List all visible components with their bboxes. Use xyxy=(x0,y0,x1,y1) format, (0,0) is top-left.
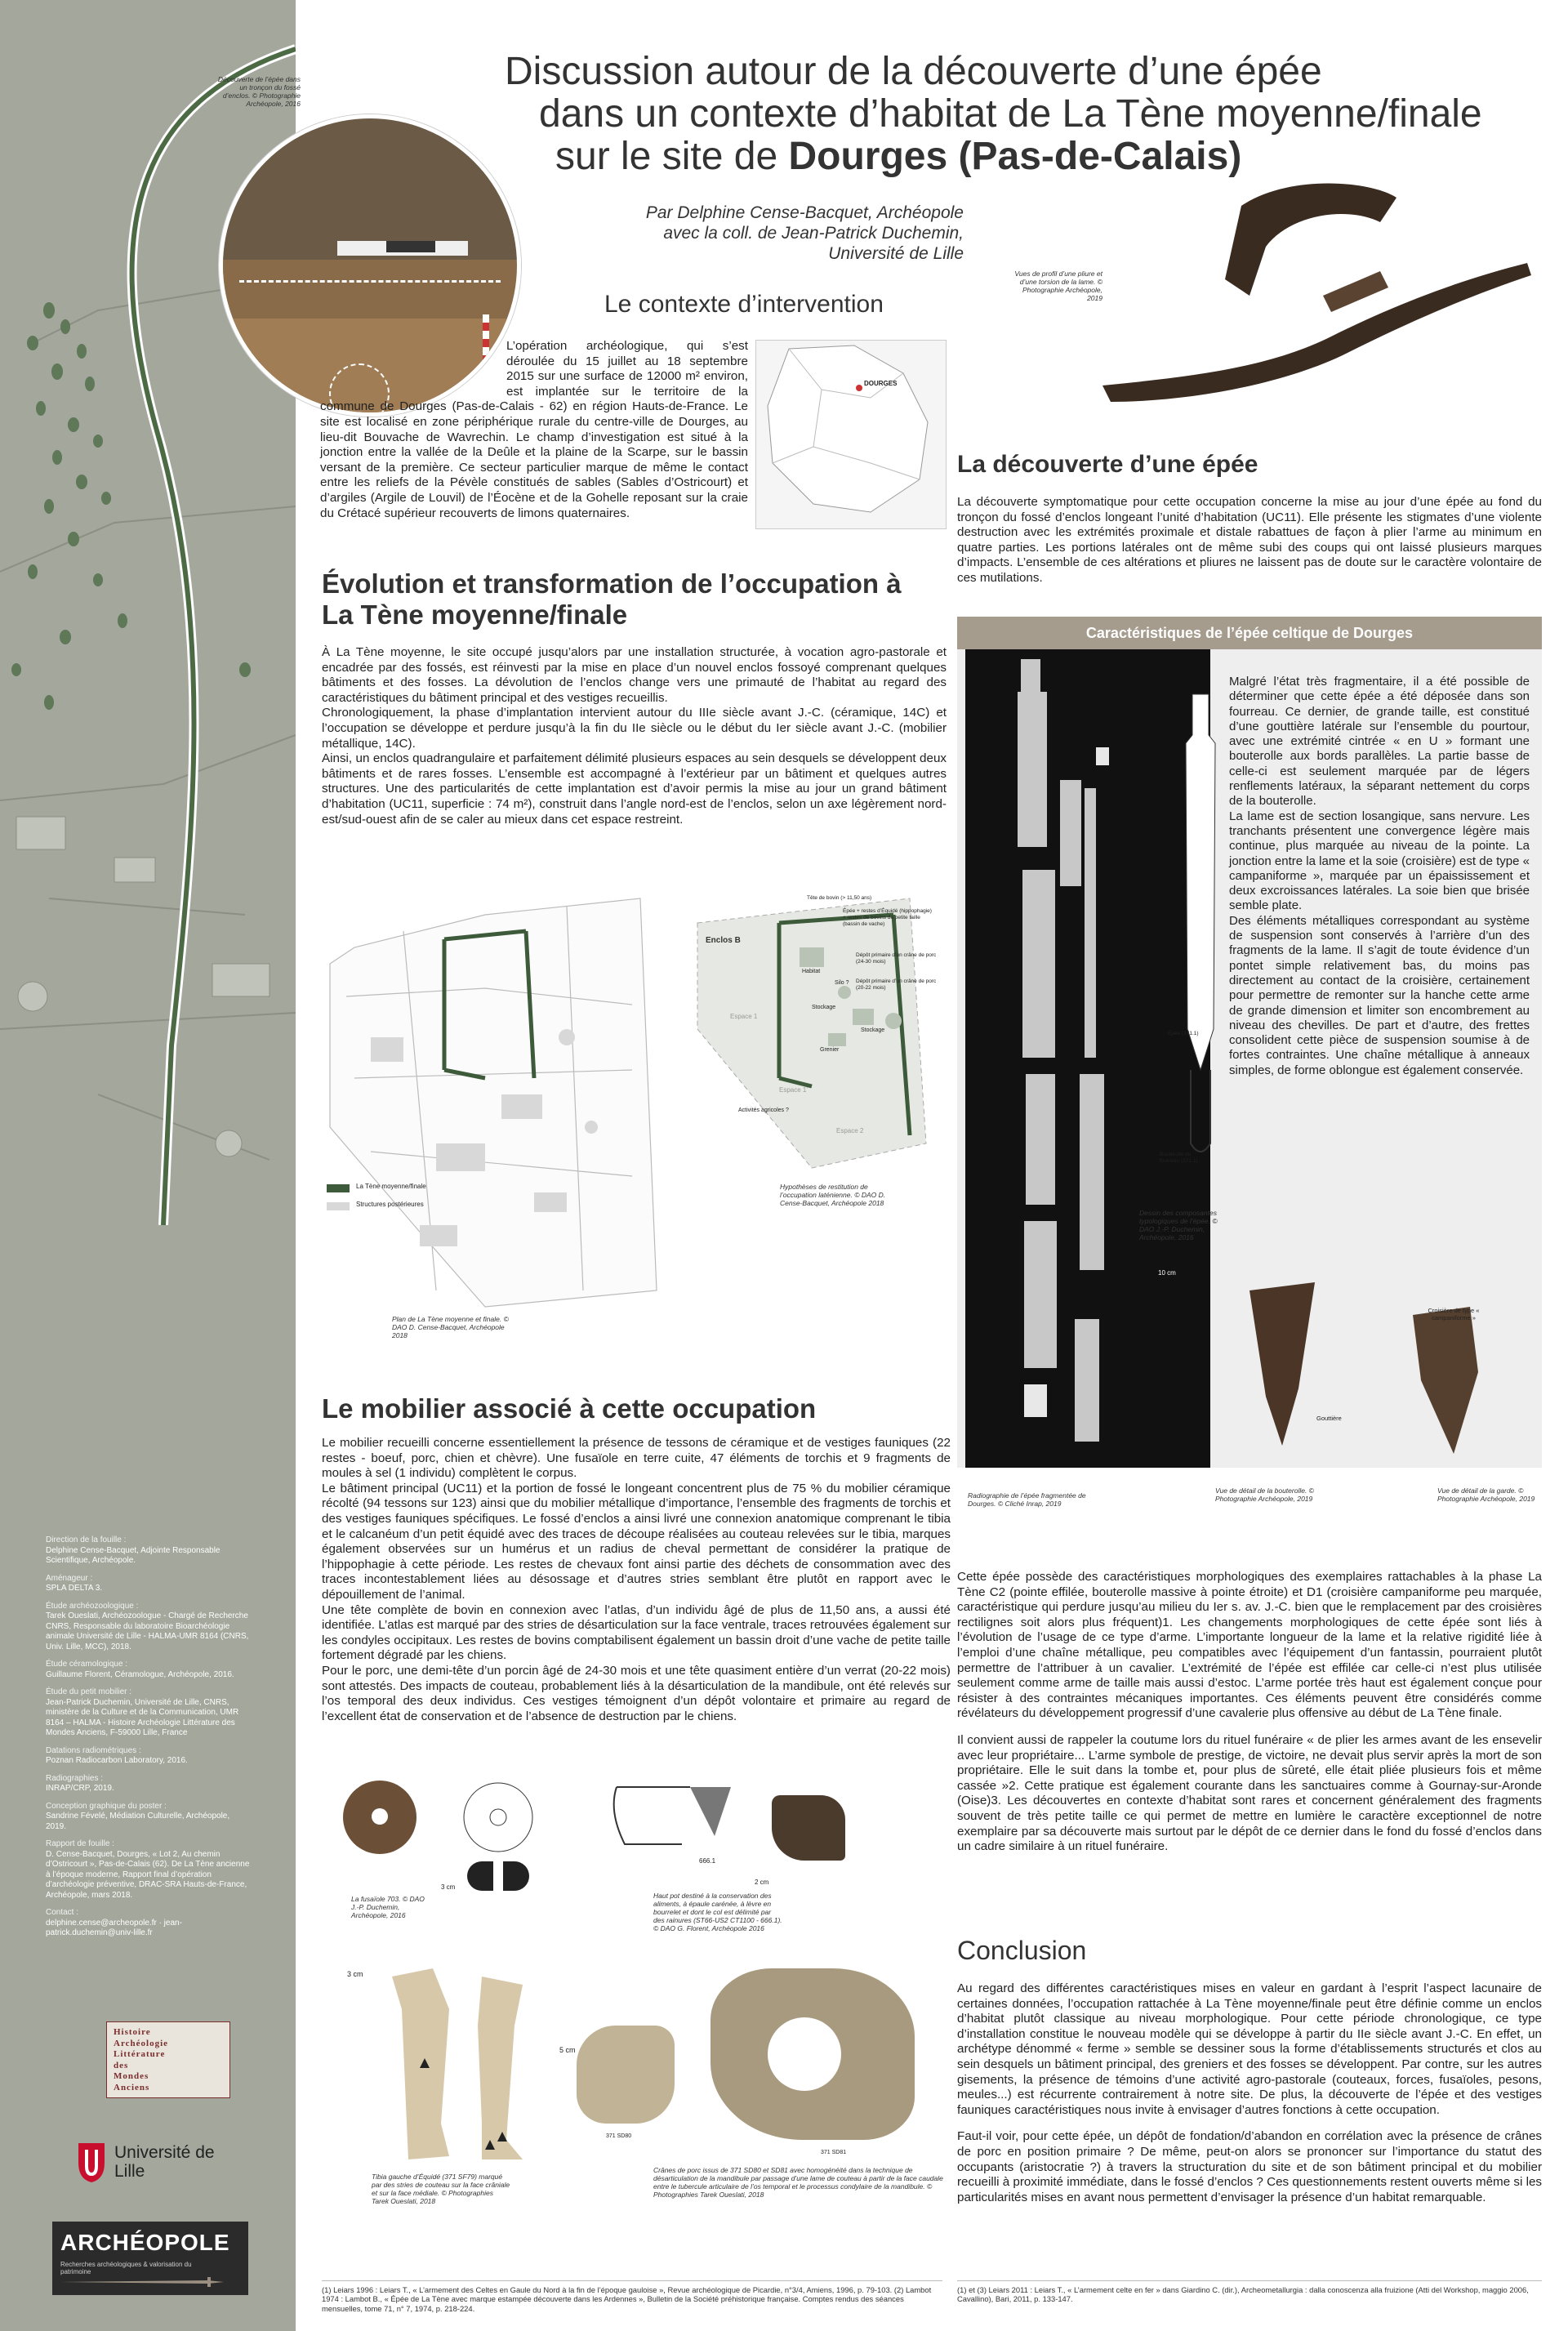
plan-legend-a: La Tène moyenne/finale xyxy=(356,1183,426,1190)
carac-p2: La lame est de section losangique, sans nervure. Les tranchants présentent une convergence légère mais continue, plus marquée au niveau de la pointe. La jonction entre la lame et la soie (croisière) est de type « campaniforme », marquée par un épaississement et deux excroissances latérales. La soie bien que brisée semble plate. xyxy=(1229,809,1530,913)
crania-caption: Crânes de porc issus de 371 SD80 et SD81 avec homogénéité dans la technique de désarticulation de la mandibule par passage d’une lame de couteau à partir de la face caudale entre le tubercule articulaire de l’os temporal et le processus condylaire de la mandibule. © Photographies Tarek Oueslati, 2018 xyxy=(653,2166,943,2199)
plan-label: Stockage xyxy=(861,1027,885,1033)
radiograph-graphic xyxy=(965,649,1210,1468)
scale-label: 3 cm xyxy=(347,1970,363,1978)
author-line-3: Université de Lille xyxy=(828,244,964,263)
halma-word: Anciens xyxy=(114,2082,150,2093)
credit-text: D. Cense-Bacquet, Dourges, « Lot 2, Au chemin d’Ostricourt », Pas-de-Calais (62). De La Tène ancienne à l’époque moderne, Rapport final d’opération d’archéologie préventive, DRAC-SRA Hauts-de-France, Archéopole, mars 2018. xyxy=(46,1849,250,1900)
caracteristiques-banner: Caractéristiques de l’épée celtique de Dourges xyxy=(957,617,1542,649)
credit-item xyxy=(46,1746,250,1767)
conclusion-heading: Conclusion xyxy=(957,1936,1087,1965)
title-line-1: Discussion autour de la découverte d’une épée xyxy=(505,50,1322,93)
title-line-3: sur le site de xyxy=(555,135,778,178)
credit-text: INRAP/CRP, 2019. xyxy=(46,1784,114,1793)
archeopole-tagline: Recherches archéologiques & valorisation du patrimoine xyxy=(60,2261,192,2275)
label-bouterolle: Bouterolle du fourreau (371.1) xyxy=(1160,1152,1198,1164)
scale-label: 5 cm xyxy=(559,2046,576,2054)
halma-word: Mondes xyxy=(114,2071,149,2082)
tibia-photo xyxy=(359,1960,555,2164)
sword-profile-caption: Vues de profil d’une pliure et d’une torsion de la lame. © Photographie Archéopole, 2019 xyxy=(1014,270,1102,302)
credit-item xyxy=(46,1687,250,1739)
halma-word: Archéologie xyxy=(114,2038,169,2048)
scale-label: 2 cm xyxy=(755,1879,769,1886)
location-map-graphic xyxy=(756,341,946,528)
conclusion-p1: Au regard des différentes caractéristiques mises en valeur en gardant à l’esprit l’aspect lacunaire de certaines données, l’occupation rattachée à La Tène moyenne/finale peut être définie comme un enclos d’habitat plutôt classique au niveau morphologique. Pour cette période chronologique, ce type d’installation constitue le nouveau modèle qui se développe à partir du IIe siècle avant J.-C. En effet, un archétype dénommé « ferme » semble se dessiner sous la forme d’établissements structurés et clos au sein desquels un bâtiment principal, des greniers et des fosses se développent. Par contre, sur les autres gisements, la présence de témoins d’une activité agro-pastorale (couteaux, forces, fusaïoles, pesons, meules...) est récurrente contrairement à notre site. De plus, la découverte de l’épée et des vestiges fauniques caractéristiques nous invite à envisager d’autres fonctions à cette occupation. xyxy=(957,1981,1542,2117)
plan-label: Stockage xyxy=(812,1005,836,1010)
fusaiole-caption: La fusaïole 703. © DAO J.-P. Duchemin, Archéopole, 2016 xyxy=(351,1895,425,1919)
plan-label: Dépôt primaire d’un crâne de porc (20-22 mois) xyxy=(856,978,937,991)
title-line-2: dans un contexte d’habitat de La Tène moyenne/finale xyxy=(539,92,1482,136)
pot-number: 666.1 xyxy=(699,1857,716,1865)
bone-label: 371 SD80 xyxy=(606,2133,632,2139)
plan-right-caption: Hypothèses de restitution de l’occupation laténienne. © DAO D. Cense-Bacquet, Archéopole 2018 xyxy=(780,1183,886,1207)
fusaiole-drawing xyxy=(457,1776,539,1899)
conclusion-text xyxy=(957,1981,1542,2205)
decouverte-heading: La découverte d’une épée xyxy=(957,451,1258,478)
credit-heading: Étude du petit mobilier : xyxy=(46,1687,132,1696)
credit-heading: Rapport de fouille : xyxy=(46,1839,114,1848)
plan-legend-b: Structures postérieures xyxy=(356,1201,424,1208)
credit-heading: Direction de la fouille : xyxy=(46,1535,127,1544)
plan-label: Espace 2 xyxy=(836,1127,864,1134)
carac-p3: Des éléments métalliques correspondant au système de suspension sont conservés à l’arrière d’un des fragments de la lame. Il s’agit de toute évidence d’un pontet simple relativement bas, du moins pas directement au contact de la croisière, certainement pour permettre de remonter sur la hanche cette arme de grande dimension et limiter son encombrement au niveau des chevilles. De part et d’autre, des frettes consolident cette pièce de suspension soumise à de fortes contraintes. Une chaîne métallique à anneaux simples, de forme oblongue est également conservée. xyxy=(1229,913,1530,1077)
mobilier-p3: Une tête complète de bovin en connexion avec l’atlas, d’un individu âgé de plus de 11,50 ans, a aussi été identifiée. L’atlas est marqué par des stries de désarticulation sur la face ventrale, traces retrouvées également sur les condyles occipitaux. Les restes de bovins comptabilisent également un bassin droit d’une vache de petite taille fortement dégradé par les chiens. xyxy=(322,1602,951,1663)
credit-heading: Étude céramologique : xyxy=(46,1660,128,1669)
poster-title xyxy=(441,50,1482,178)
author-line-2: avec la coll. de Jean-Patrick Duchemin, xyxy=(663,224,964,243)
plan-label: Espace 1 xyxy=(730,1013,758,1020)
contexte-paragraph: L’opération archéologique, qui s’est déroulée du 15 juillet au 18 septembre 2015 sur une surface de 12000 m² environ, est implantée sur le territoire de la commune de Dourges (Pas-de-Calais - 62) en région Hauts-de-France. Le site est localisé en zone périphérique rurale du centre-ville de Dourges, au lieu-dit Bouvache de Wavrechin. Le champ d’investigation est situé à la jonction entre la vallée de la Deûle et la plaine de la Scarpe, sur le bassin versant de la première. Ce secteur particulier marque de même le contact entre les reliefs de la Pévèle constitués de sables (Sables d’Ostricourt) et d’argiles (Argile de Louvil) de l’Éocène et de la Gohelle reposant sur la craie du Crétacé supérieur recouverts de limons quaternaires. xyxy=(320,339,748,520)
plan-label: Espace 1’ xyxy=(779,1086,808,1094)
typologie-p2: Il convient aussi de rappeler la coutume lors du rituel funéraire « de plier les armes avant de les ensevelir avec leur propriétaire... L’arme symbole de prestige, de victoire, ne devait plus servir après la mort de son propriétaire. Elle le suit dans la tombe et, pour plus de sûreté, elle était pliée plusieurs fois et même cassée »2. Cette pratique est également courante dans les sanctuaires comme à Gournay-sur-Aronde (Oise)3. Les découvertes en contexte d’habitat sont rares et concernent généralement des fragments souvent de très petite taille ce qui permet de mettre en lumière le caractère exceptionnel de notre exemplaire par sa découverte mais surtout par le dépôt de ce dernier dans le fond du fossé d’enclos dans un cadre similaire à un rituel funéraire. xyxy=(957,1732,1542,1854)
credit-heading: Aménageur : xyxy=(46,1573,93,1583)
credit-text: Delphine Cense-Bacquet, Adjointe Responsable Scientifique, Archéopole. xyxy=(46,1545,220,1565)
credit-text: Guillaume Florent, Céramologue, Archéopole, 2016. xyxy=(46,1669,234,1679)
title-place: Dourges (Pas-de-Calais) xyxy=(788,135,1242,178)
univ-lille-logo xyxy=(75,2138,238,2184)
site-plans-graphic xyxy=(322,882,942,1323)
pot-caption: Haut pot destiné à la conservation des aliments, à épaule carénée, à lèvre en bourrelet et dont le col est délimité par des rainures (ST66-US2 CT1100 - 666.1). © DAO G. Florent, Archéopole 2016 xyxy=(653,1892,782,1932)
plan-label: Dépôt primaire d’un crâne de porc (24-30 mois) xyxy=(856,952,937,965)
plan-label: Habitat xyxy=(802,969,821,974)
halma-word: Littérature xyxy=(114,2049,166,2060)
plan-label: Tête de bovin (> 11,50 ans) xyxy=(807,895,872,901)
credits-block xyxy=(46,1535,250,1946)
plan-label: Grenier xyxy=(820,1047,840,1053)
credit-heading: Conception graphique du poster : xyxy=(46,1801,167,1811)
halma-word: Histoire xyxy=(114,2027,151,2037)
credit-text: Poznan Radiocarbon Laboratory, 2016. xyxy=(46,1756,188,1765)
credit-item xyxy=(46,1802,250,1833)
evolution-p2: Chronologiquement, la phase d’implantation intervient autour du IIIe siècle avant J.-C. (céramique, 14C) et l’occupation se développe et perdure jusqu’à la fin du IIe siècle ou le début du Ier siècle avant J.-C. (mobilier métallique, 14C). xyxy=(322,706,947,751)
label-epee: Épée (371.1) xyxy=(1168,1031,1199,1036)
detail-photos xyxy=(1225,1274,1535,1470)
author-line-1: Par Delphine Cense-Bacquet, Archéopole xyxy=(645,203,964,222)
pot-sherd-photo xyxy=(772,1795,845,1861)
credit-heading: Datations radiométriques : xyxy=(46,1745,141,1755)
carac-p1: Malgré l’état très fragmentaire, il a été possible de déterminer que cette épée a été déposée dans son fourreau. Ce dernier, de grande taille, est constitué d’une gouttière latérale sur l’ensemble du pourtour, avec une extrémité cintrée « en U » formant une bouterolle aux bords parallèles. La partie basse de celle-ci est seulement marquée par de légers renflements latéraux, la séparant nettement du corps de la bouterolle. xyxy=(1229,675,1530,809)
evolution-heading: Évolution et transformation de l’occupation à La Tène moyenne/finale xyxy=(322,568,902,630)
plan-label: Enclos B xyxy=(706,936,741,945)
contexte-text xyxy=(320,339,748,568)
label-gouttiere: Gouttière xyxy=(1316,1415,1342,1422)
section-photo-caption: Découverte de l’épée dans un tronçon du fossé d’enclos. © Photographie Archéopole, 2016 xyxy=(217,75,301,108)
plan-label: Épée + restes d’Équidé (hippophagie) + restes de bovins de petite taille (bassin de vache) xyxy=(843,908,932,927)
univ-lille-icon xyxy=(75,2138,108,2184)
univ-lille-label: Université de Lille xyxy=(114,2143,215,2181)
credit-item xyxy=(46,1908,250,1939)
evolution-text xyxy=(322,645,947,827)
credit-heading: Radiographies : xyxy=(46,1773,104,1783)
credit-text: delphine.cense@archeopole.fr · jean-patrick.duchemin@univ-lille.fr xyxy=(46,1918,182,1937)
mobilier-p2: Le bâtiment principal (UC11) et la portion de fossé le longeant concentrent plus de 75 % du mobilier céramique récolté (94 tessons sur 123) ainsi que du mobilier métallique d’importance, l’ensemble des fragments de torchis et des vestiges fauniques spécifiques. Le fossé d’enclos a ainsi livré une connexion anatomique comprenant le tibia et le calcanéum d’un petit équidé avec des traces de découpe réalisées au couteau relevées sur le tibia, marques également observées sur un humérus et un radius de cheval permettant de considérer la pratique de l’hippophagie à cette période. Les restes de chevaux font ainsi partie des déchets de consommation avec des traces incontestablement liées au désossage et d’autres stries semblant être plutôt en rapport avec le dépouillement de l’animal. xyxy=(322,1481,951,1602)
footnotes-left: (1) Leiars 1996 : Leiars T., « L’armement des Celtes en Gaule du Nord à la fin de l’époque gauloise », Revue archéologique de Picardie, n°3/4, Amiens, 1996, p. 79-103. (2) Lambot 1974 : Lambot B., « Épée de La Tène avec marque estampée découverte dans les Ardennes », Bulletin de la Société préhistorique française. Comptes rendus des séances mensuelles, tome 71, n° 7, 1974, p. 218-224. xyxy=(322,2285,932,2313)
mobilier-text xyxy=(322,1436,951,1724)
contexte-heading: Le contexte d’intervention xyxy=(604,291,884,318)
bone-label: 371 SD81 xyxy=(821,2150,847,2155)
pig-skull-photo-b xyxy=(710,1968,915,2140)
mobilier-heading: Le mobilier associé à cette occupation xyxy=(322,1393,817,1424)
sword-drawing xyxy=(1176,686,1233,1176)
radiograph xyxy=(965,649,1210,1468)
archeopole-wordmark: ARCHÉOPOLE xyxy=(60,2230,230,2255)
tibia-caption: Tibia gauche d’Équidé (371 SF79) marqué par des stries de couteau sur la face crâniale et sur la face médiale. © Photographies Tarek Oueslati, 2018 xyxy=(372,2173,510,2205)
credit-item xyxy=(46,1839,250,1901)
bent-sword-photo xyxy=(1086,173,1544,418)
credit-item xyxy=(46,1774,250,1794)
credit-text: Sandrine Févelé, Médiation Culturelle, Archéopole, 2019. xyxy=(46,1812,230,1831)
halma-word: des xyxy=(114,2060,129,2070)
typologie-text xyxy=(957,1570,1542,1855)
credit-heading: Contact : xyxy=(46,1908,79,1917)
sword-icon xyxy=(60,2274,240,2290)
credit-text: Tarek Oueslati, Archéozoologue - Chargé de Recherche CNRS, Responsable du laboratoire Bioarchéologie animale Université de Lille - HALMA-UMR 8164 (CNRS, Univ. Lille, MCC), 2018. xyxy=(46,1611,249,1651)
mobilier-p1: Le mobilier recueilli concerne essentiellement la présence de tessons de céramique et de vestiges fauniques (22 restes - boeuf, porc, chien et chèvre). Une fusaïole en terre cuite, 47 éléments de torchis et 9 fragments de moules à sel (1 individu) complètent le corpus. xyxy=(322,1436,951,1481)
archeopole-logo xyxy=(52,2222,248,2295)
site-plans xyxy=(322,882,942,1323)
plan-left-caption: Plan de La Tène moyenne et finale. © DAO D. Cense-Bacquet, Archéopole 2018 xyxy=(392,1315,509,1339)
scale-10cm: 10 cm xyxy=(1158,1269,1176,1277)
location-map xyxy=(755,340,947,529)
authors xyxy=(457,203,964,264)
conclusion-p2: Faut-il voir, pour cette épée, un dépôt de fondation/d’abandon en corrélation avec la présence de crânes de porc en position primaire ? De même, peut-on alors se prononcer sur l’importance du statut des occupants (aristocratie ?) à travers la structuration du site et de son bâtiment principal et du mobilier recueilli à proximité immédiate, dans le fossé d’enclos ? Ces questionnements restent ouverts même si les particularités mises en avant nous permettent d’envisager la présence d’un habitat remarquable. xyxy=(957,2129,1542,2204)
credit-text: SPLA DELTA 3. xyxy=(46,1584,103,1593)
pot-drawing xyxy=(600,1779,739,1869)
caracteristiques-text xyxy=(1229,675,1530,1078)
credit-item xyxy=(46,1574,250,1594)
map-town-label: DOURGES xyxy=(864,380,898,387)
credit-item xyxy=(46,1535,250,1567)
evolution-p1: À La Tène moyenne, le site occupé jusqu’alors par une installation structurée, à vocation agro-pastorale et encadrée par des fossés, est réinvesti par la mise en place d’un nouvel enclos fossoyé comprenant quelques bâtiments et des fosses. La dévolution de l’enclos change vers une primauté de l’habitat au regard des caractéristiques du bâtiment principal et des vestiges recueillis. xyxy=(322,645,947,705)
credit-heading: Étude archéozoologique : xyxy=(46,1601,139,1611)
label-croisiere: Croisière de type « campaniforme » xyxy=(1428,1307,1480,1321)
plan-label: Silo ? xyxy=(835,980,849,986)
scale-label: 3 cm xyxy=(441,1883,456,1891)
halma-logo xyxy=(106,2021,230,2098)
evolution-p3: Ainsi, un enclos quadrangulaire et parfaitement délimité plusieurs espaces au sein desquels se développent deux bâtiments et de rares fosses. L’ensemble est accompagné à l’extérieur par un bâtiment et quelques autres structures. Une des particularités de cette implantation est d’avoir permis la mise au jour un grand bâtiment d’habitation (UC11, superficie : 74 m²), construit dans l’angle nord-est de l’enclos, selon un axe légèrement nord-est/sud-ouest afin de se caler au mieux dans cet espace restreint. xyxy=(322,751,947,827)
credit-item xyxy=(46,1602,250,1653)
credit-text: Jean-Patrick Duchemin, Université de Lille, CNRS, ministère de la Culture et de la Communication, UMR 8164 – HALMA - Histoire Archéologie Littérature des Mondes Anciens, F-59000 Lille, France xyxy=(46,1697,239,1737)
credit-item xyxy=(46,1660,250,1680)
mobilier-p4: Pour le porc, une demi-tête d’un porcin âgé de 24-30 mois et une tête quasiment entière d’un verrat (20-22 mois) sont attestés. Des impacts de couteau, probablement liés à la désarticulation de la mandibule, ont été relevés sur l’os temporal des deux individus. Ces vestiges témoignent d’un dépôt volontaire et primaire au regard de l’excellent état de conservation et de l’absence de destruction par le chiens. xyxy=(322,1663,951,1723)
radiograph-caption: Radiographie de l’épée fragmentée de Dourges. © Cliché Inrap, 2019 xyxy=(968,1491,1086,1508)
decouverte-text: La découverte symptomatique pour cette occupation concerne la mise au jour d’une épée au fond du tronçon du fossé d’enclos longeant l’unité d’habitation (UC11). Elle présente les stigmates d’une violente destruction avec les extrémités proximale et distale rabattues de façon à plier l’arme au minimum en quatre parties. Les portions latérales ont de même subi des coups qui ont laissé plusieurs marques d’impacts. L’ensemble de ces altérations et pliures ne laissent pas de doute sur le caractère volontaire de ces mutilations. xyxy=(957,495,1542,585)
footnotes-right: (1) et (3) Leiars 2011 : Leiars T., « L’armement celte en fer » dans Giardino C. (dir.), Archeometallurgia : dalla conoscenza alla fruizione (Atti del Workshop, maggio 2006, Cavallino), Bari, 2011, p. 133-147. xyxy=(957,2285,1529,2304)
plan-label: Activités agricoles ? xyxy=(738,1108,789,1113)
typologie-p1: Cette épée possède des caractéristiques morphologiques des exemplaires rattachables à la phase La Tène C2 (pointe effilée, bouterolle massive à pointe étroite) et D1 (croisière campaniforme peu marquée, caractéristique qui perdure jusqu’au milieu du Ier s. av. J.-C. bien que le remplacement par des croisières rectilignes soit alors plus fréquent)1. Les changements morphologiques de cette épée sont liés à l’évolution de l’usage de ce type d’arme. L’importante longueur de la lame et la relative rigidité liée à l’emploi d’une chaîne métallique, peu compatibles avec l’équipement d’un fantassin, pourraient plutôt permettre de l’attribuer à un cavalier. L’extrémité de l’épée est effilée car celle-ci n’est plus utilisée seulement comme arme de taille mais aussi d’estoc. L’arme portée très haut est également conçue pour résister à des contraintes mécaniques importantes. Ces éléments peuvent être considérés comme révélateurs du développement progressif d’une cavalerie plus offensive au début de La Tène finale. xyxy=(957,1570,1542,1721)
pig-skull-photo-a xyxy=(577,2026,675,2124)
bouterolle-caption: Vue de détail de la bouterolle. © Photographie Archéopole, 2019 xyxy=(1215,1486,1314,1503)
garde-caption: Vue de détail de la garde. © Photographie Archéopole, 2019 xyxy=(1437,1486,1535,1503)
fusaiole-photo xyxy=(343,1781,416,1854)
drawing-caption: Dessin des composantes typologiques de l’épée. © DAO J.-P. Duchemin, Archéopole, 2016 xyxy=(1139,1209,1218,1241)
